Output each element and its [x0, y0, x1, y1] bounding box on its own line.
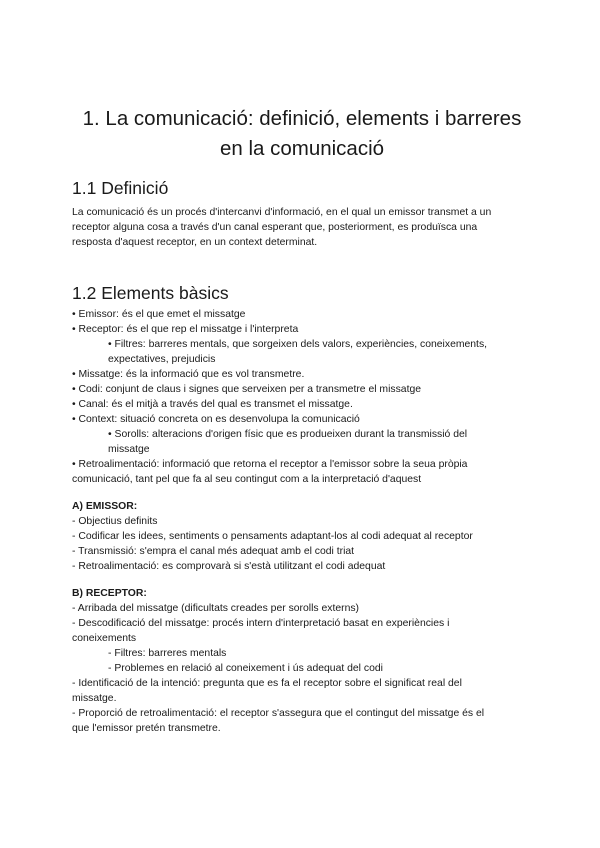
section-heading-definicio: 1.1 Definició	[72, 178, 169, 198]
list-item: missatge	[108, 444, 150, 455]
list-item: expectatives, prejudicis	[108, 354, 216, 365]
list-item: - Transmissió: s'empra el canal més adequat amb el codi triat	[72, 546, 355, 557]
paragraph-line: receptor alguna cosa a través d'un canal esperant que, posteriorment, es produïsca una	[72, 222, 478, 233]
page-title	[72, 104, 532, 164]
list-item: - Arribada del missatge (dificultats creades per sorolls externs)	[72, 603, 360, 614]
list-item: missatge.	[72, 693, 117, 704]
list-item: - Filtres: barreres mentals	[108, 648, 227, 659]
list-item: • Receptor: és el que rep el missatge i l'interpreta	[72, 324, 299, 335]
title-line-2: en la comunicació	[219, 137, 385, 160]
emissor-heading: A) EMISSOR:	[72, 501, 138, 512]
list-item: - Objectius definits	[72, 516, 158, 527]
list-item: • Retroalimentació: informació que retorna el receptor a l'emissor sobre la seua pròpia	[72, 459, 468, 470]
receptor-section	[72, 586, 532, 736]
list-item: - Problemes en relació al coneixement i ús adequat del codi	[108, 663, 383, 674]
list-item: • Filtres: barreres mentals, que sorgeixen dels valors, experiències, coneixements,	[108, 339, 488, 350]
list-item: que l'emissor pretén transmetre.	[72, 723, 221, 734]
emissor-section	[72, 499, 532, 574]
definition-paragraph	[72, 205, 532, 250]
paragraph-line: La comunicació és un procés d'intercanvi d'informació, en el qual un emissor transmet a un	[72, 207, 492, 218]
paragraph-line: resposta d'aquest receptor, en un context determinat.	[72, 237, 318, 248]
elements-list	[72, 307, 532, 487]
list-item: comunicació, tant pel que fa al seu contingut com a la interpretació d'aquest	[72, 474, 422, 485]
list-item: • Codi: conjunt de claus i signes que serveixen per a transmetre el missatge	[72, 384, 422, 395]
list-item: - Retroalimentació: es comprovarà si s'està utilitzant el codi adequat	[72, 561, 386, 572]
receptor-heading: B) RECEPTOR:	[72, 588, 147, 599]
title-line-1: 1. La comunicació: definició, elements i barreres	[82, 107, 522, 130]
list-item: - Proporció de retroalimentació: el receptor s'assegura que el contingut del missatge és el	[72, 708, 485, 719]
list-item: coneixements	[72, 633, 137, 644]
list-item: • Context: situació concreta on es desenvolupa la comunicació	[72, 414, 360, 425]
list-item: • Sorolls: alteracions d'origen físic que es produeixen durant la transmissió del	[108, 429, 468, 440]
list-item: • Emissor: és el que emet el missatge	[72, 309, 246, 320]
list-item: • Missatge: és la informació que es vol transmetre.	[72, 369, 305, 380]
list-item: - Codificar les idees, sentiments o pensaments adaptant-los al codi adequat al receptor	[72, 531, 473, 542]
list-item: - Descodificació del missatge: procés intern d'interpretació basat en experiències i	[72, 618, 450, 629]
section-heading-elements: 1.2 Elements bàsics	[72, 283, 229, 303]
list-item: - Identificació de la intenció: pregunta que es fa el receptor sobre el significat real del	[72, 678, 462, 689]
list-item: • Canal: és el mitjà a través del qual es transmet el missatge.	[72, 399, 353, 410]
